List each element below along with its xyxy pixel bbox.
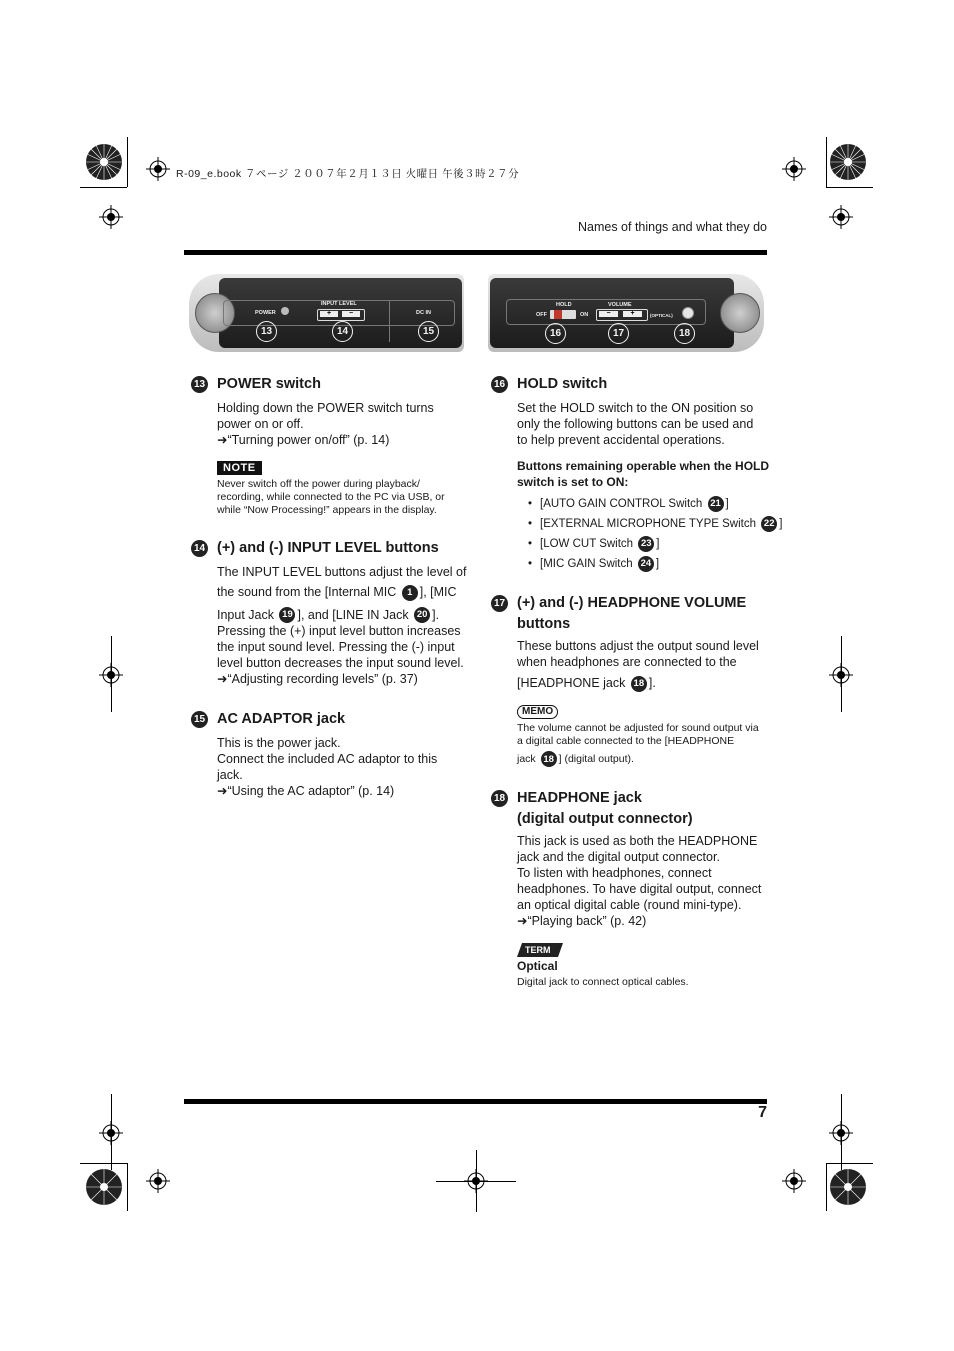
page-reference: ➜“Using the AC adaptor” (p. 14) bbox=[217, 784, 395, 798]
callout-14: 14 bbox=[332, 321, 353, 342]
section-number-badge: 18 bbox=[491, 790, 508, 807]
registration-starburst-icon bbox=[84, 1167, 124, 1207]
list-item: • [LOW CUT Switch 23 ] bbox=[540, 536, 659, 552]
running-header: Names of things and what they do bbox=[577, 220, 767, 234]
volume-minus-button: − bbox=[599, 311, 618, 317]
section-17-body: These buttons adjust the output sound level when headphones are connected to the [HEADPHONE jack 18 ]. bbox=[517, 639, 759, 690]
device-left-side-illustration bbox=[189, 274, 464, 352]
term-text: Digital jack to connect optical cables. bbox=[517, 976, 689, 988]
registration-starburst-icon bbox=[828, 1167, 868, 1207]
list-item: • [MIC GAIN Switch 24 ] bbox=[540, 556, 659, 572]
crosshair-icon bbox=[782, 157, 806, 181]
section-18-body: This jack is used as both the HEADPHONE jack and the digital output connector. To listen with headphones, connect headphones. To have digital output, connect an optical digital cable (round mini-type). ➜“Playing back” (p. 42) bbox=[517, 833, 772, 929]
power-label: POWER bbox=[255, 310, 276, 316]
section-18-heading: 18 HEADPHONE jack (digital output connector) bbox=[517, 788, 777, 830]
section-13-body: Holding down the POWER switch turns power on or off. ➜“Turning power on/off” (p. 14) bbox=[217, 400, 477, 448]
input-level-plus-button: + bbox=[320, 311, 338, 317]
hold-label: HOLD bbox=[556, 302, 572, 308]
section-16-body: Set the HOLD switch to the ON position so only the following buttons can be used and to help prevent accidental operations. bbox=[517, 401, 754, 447]
note-text: Never switch off the power during playback/ recording, while connected to the PC via USB, or while “Now Processing!” appears in the display. bbox=[217, 478, 445, 516]
footer-rule bbox=[184, 1099, 767, 1104]
microphone-grille-icon bbox=[720, 293, 760, 333]
book-file-info: R-09_e.book ７ページ ２００７年２月１３日 火曜日 午後３時２７分 bbox=[176, 168, 520, 180]
section-number-badge: 13 bbox=[191, 376, 208, 393]
optical-label: (OPTICAL) bbox=[650, 313, 673, 318]
section-title: POWER switch bbox=[217, 376, 321, 392]
page-reference: ➜“Playing back” (p. 42) bbox=[517, 914, 647, 928]
section-number-badge: 14 bbox=[191, 540, 208, 557]
note-label: NOTE bbox=[217, 461, 262, 475]
section-title: (+) and (-) INPUT LEVEL buttons bbox=[217, 540, 439, 556]
crosshair-icon bbox=[782, 1169, 806, 1193]
crosshair-icon bbox=[829, 205, 853, 229]
hold-switch-icon bbox=[550, 310, 576, 319]
term-label: TERM bbox=[517, 943, 563, 962]
callout-17: 17 bbox=[608, 323, 629, 344]
section-number-badge: 16 bbox=[491, 376, 508, 393]
hold-subheading: Buttons remaining operable when the HOLD switch is set to ON: bbox=[517, 459, 770, 489]
power-switch-icon bbox=[281, 307, 289, 315]
list-item: • [EXTERNAL MICROPHONE TYPE Switch 22 ] bbox=[540, 516, 782, 532]
term-title: Optical bbox=[517, 959, 558, 973]
list-item: • [AUTO GAIN CONTROL Switch 21 ] bbox=[540, 496, 729, 512]
hold-on-label: ON bbox=[580, 312, 589, 318]
section-13-heading bbox=[193, 374, 321, 395]
section-title: HOLD switch bbox=[517, 376, 608, 392]
crosshair-icon bbox=[146, 157, 170, 181]
callout-18: 18 bbox=[674, 323, 695, 344]
volume-plus-button: + bbox=[623, 311, 642, 317]
crosshair-icon bbox=[146, 1169, 170, 1193]
section-number-badge: 17 bbox=[491, 595, 508, 612]
device-right-side-illustration bbox=[488, 274, 764, 352]
section-14-heading bbox=[193, 538, 439, 559]
memo-label: MEMO bbox=[517, 705, 558, 719]
dc-in-label: DC IN bbox=[416, 310, 431, 316]
section-17-heading: 17 (+) and (-) HEADPHONE VOLUME buttons bbox=[517, 593, 777, 635]
section-title: AC ADAPTOR jack bbox=[217, 711, 346, 727]
registration-starburst-icon bbox=[828, 142, 868, 182]
input-level-label: INPUT LEVEL bbox=[321, 301, 357, 307]
page-reference: ➜“Adjusting recording levels” (p. 37) bbox=[217, 672, 418, 687]
section-15-heading bbox=[193, 709, 346, 730]
crosshair-icon bbox=[99, 205, 123, 229]
header-rule bbox=[184, 250, 767, 255]
headphone-jack-icon bbox=[682, 307, 694, 319]
page-reference: ➜“Turning power on/off” (p. 14) bbox=[217, 433, 390, 447]
callout-15: 15 bbox=[418, 321, 439, 342]
section-14-body: The INPUT LEVEL buttons adjust the level of the sound from the [Internal MIC 1 ], [MIC Input Jack 19 ], and [LINE IN Jack 20 ]. Pressing the (+) input level button increases the input sound level. Pressing the (-) input level button decreases the input sound level. ➜“Adjusting recording levels” (p. 37) bbox=[217, 564, 479, 687]
section-16-heading bbox=[493, 374, 608, 395]
section-15-body: This is the power jack. Connect the included AC adaptor to this jack. ➜“Using the AC adaptor” (p. 14) bbox=[217, 735, 477, 799]
callout-16: 16 bbox=[545, 323, 566, 344]
registration-starburst-icon bbox=[84, 142, 124, 182]
memo-text: The volume cannot be adjusted for sound output via a digital cable connected to the [HEADPHONE jack 18 ] (digital output). bbox=[517, 722, 772, 767]
section-number-badge: 15 bbox=[191, 711, 208, 728]
callout-13: 13 bbox=[256, 321, 277, 342]
volume-label: VOLUME bbox=[608, 302, 632, 308]
page-number: 7 bbox=[758, 1104, 767, 1121]
hold-off-label: OFF bbox=[536, 312, 547, 318]
input-level-minus-button: − bbox=[342, 311, 360, 317]
